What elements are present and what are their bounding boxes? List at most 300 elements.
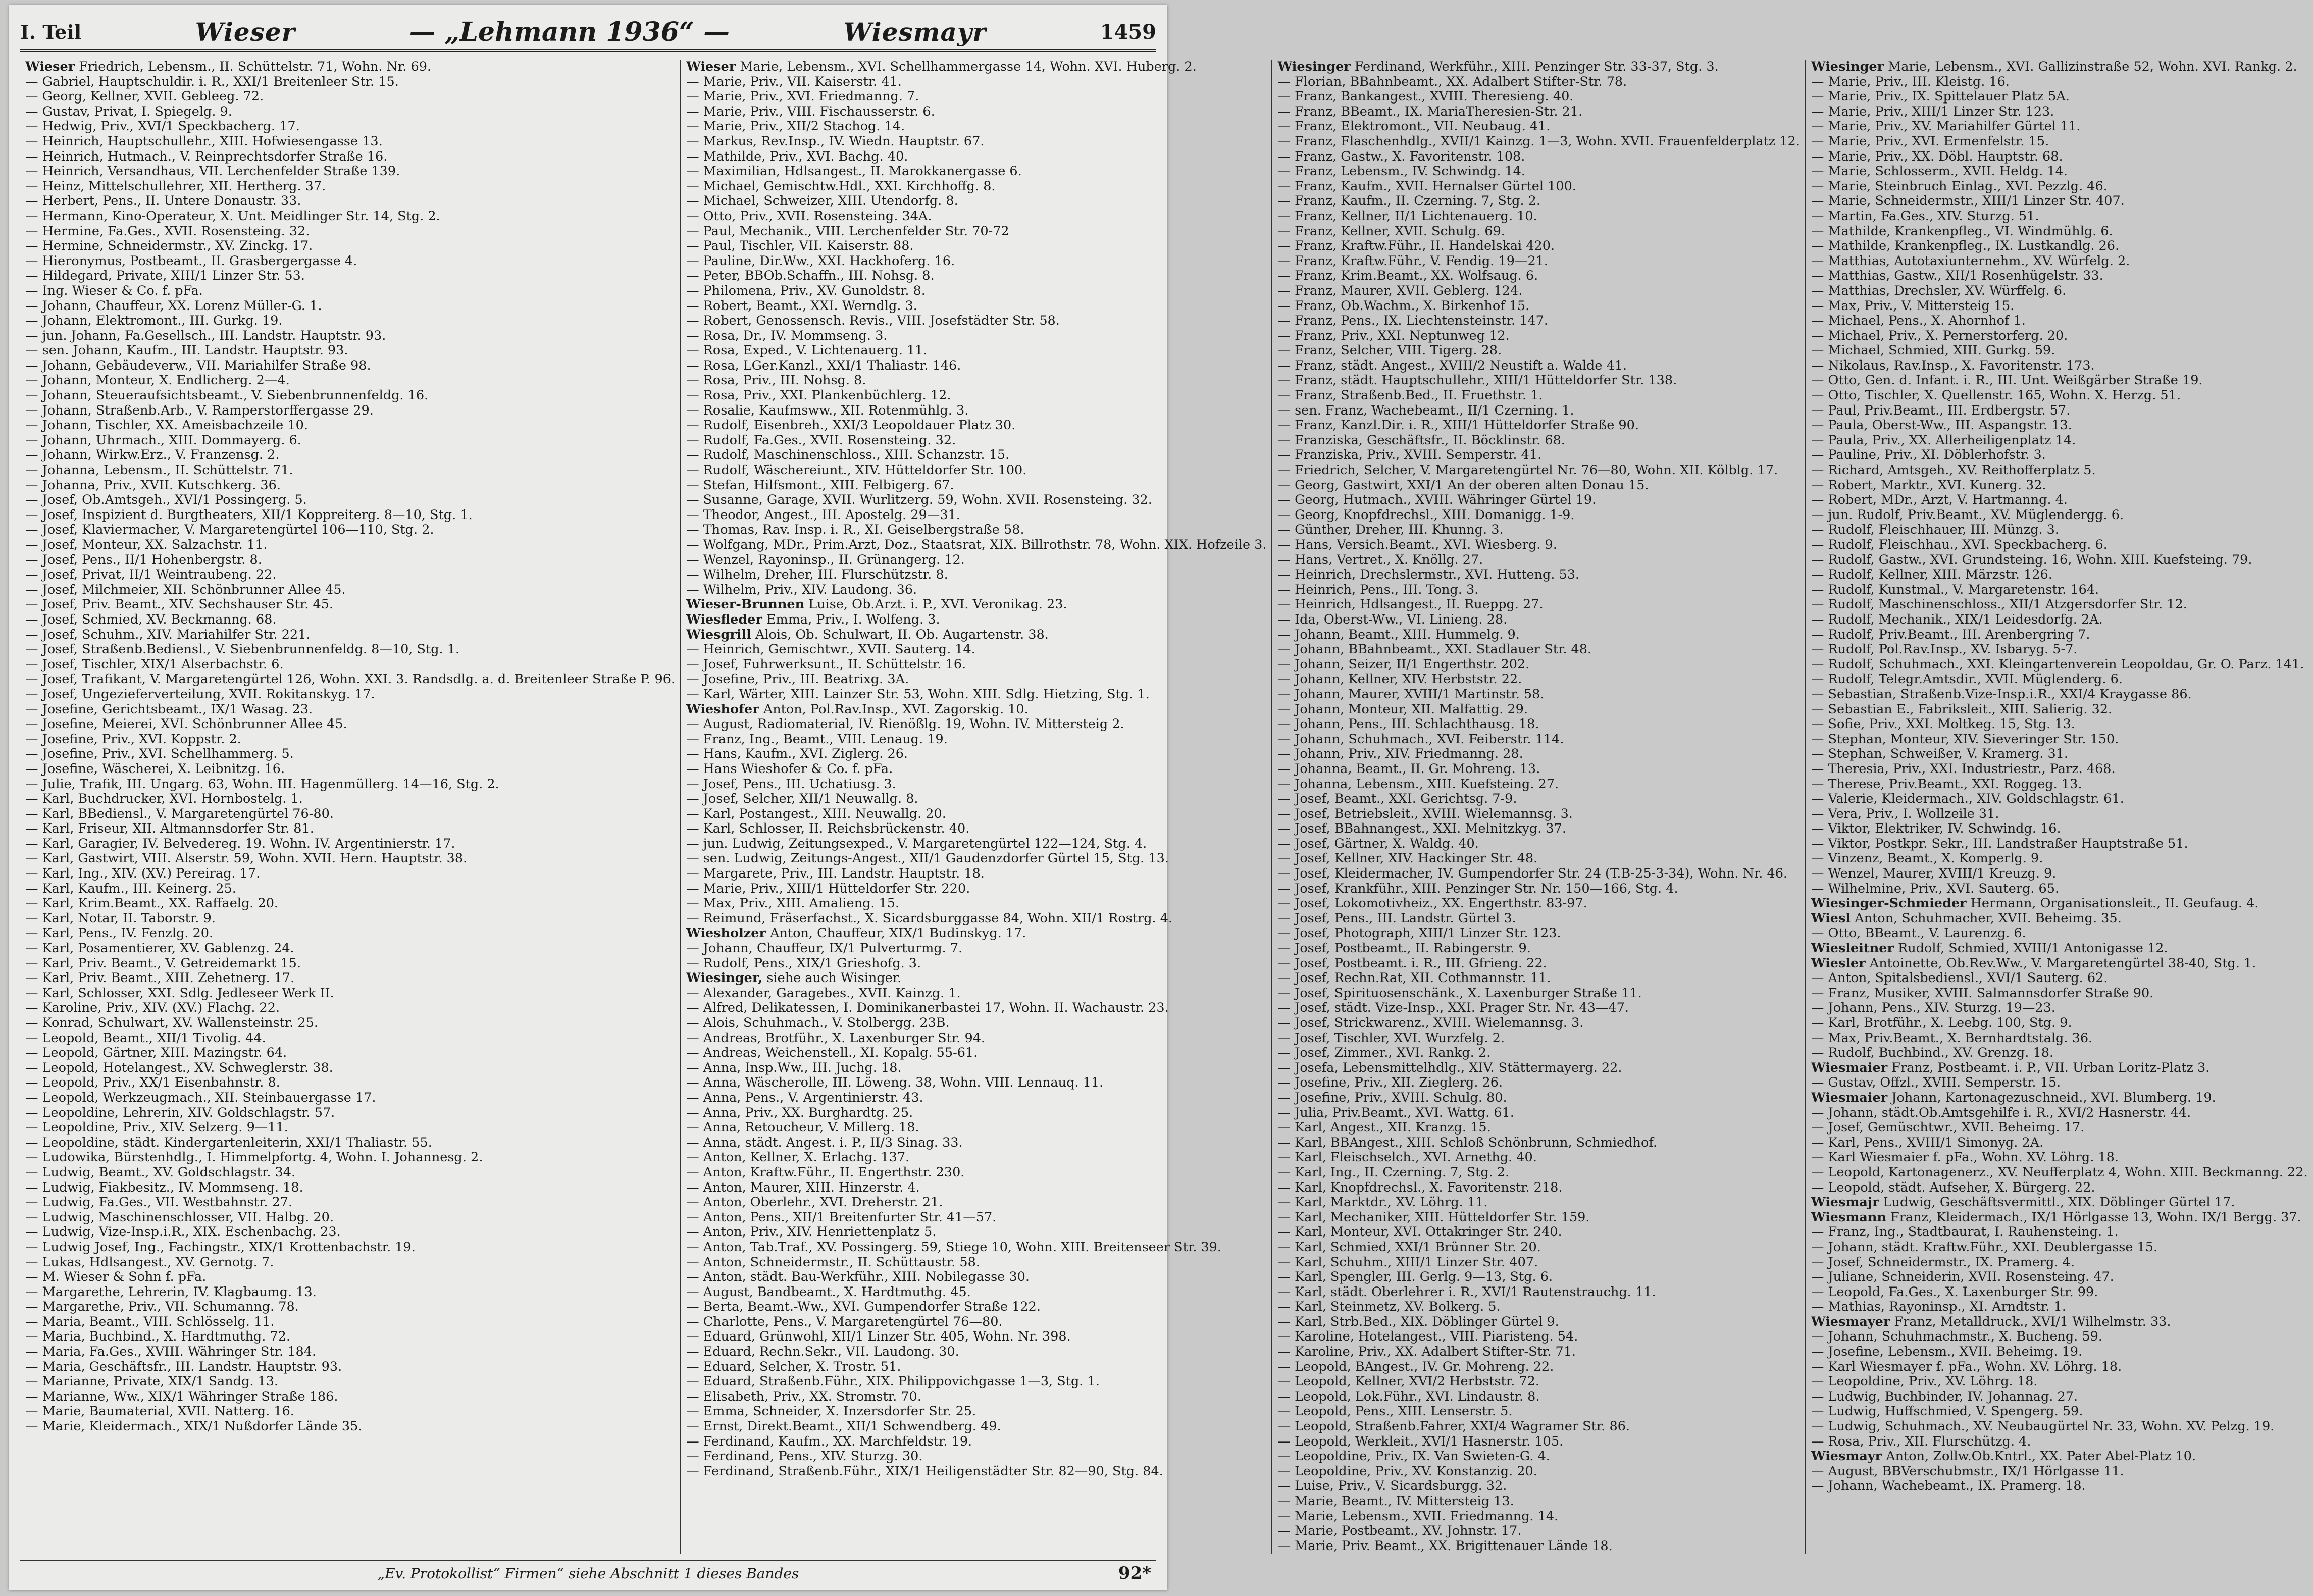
directory-entry: — Karl, Schlosser, II. Reichsbrückenstr. 40.: [686, 821, 970, 837]
directory-entry: — Rudolf, Telegr.Amtsdir., XVII. Müglenderg. 6.: [1811, 672, 2123, 687]
directory-entry: — Josef, Gärtner, X. Waldg. 40.: [1277, 836, 1479, 851]
directory-entry: — Franz, Kellner, XVII. Schulg. 69.: [1277, 223, 1505, 239]
directory-entry: — Karl, Wärter, XIII. Lainzer Str. 53, Wohn. XIII. Sdlg. Hietzing, Stg. 1.: [686, 686, 1150, 702]
last-entry-keyword: Wiesmayr: [843, 17, 987, 47]
directory-entry: — Mathilde, Krankenpfleg., IX. Lustkandlg. 26.: [1811, 238, 2120, 254]
directory-entry: — Franz, BBeamt., IX. MariaTheresien-Str. 21.: [1277, 104, 1583, 119]
directory-entry: — Karl, Strb.Bed., XIX. Döblinger Gürtel 9.: [1277, 1314, 1559, 1329]
directory-entry: — Rudolf, Buchbind., XV. Grenzg. 18.: [1811, 1045, 2054, 1061]
directory-entry: — Marie, Postbeamt., XV. Johnstr. 17.: [1277, 1523, 1522, 1539]
directory-entry: — Margarete, Priv., III. Landstr. Hauptstr. 18.: [686, 866, 985, 882]
directory-entry: — Richard, Amtsgeh., XV. Reithofferplatz 5.: [1811, 462, 2096, 478]
directory-entry: — Ludwig, Vize-Insp.i.R., XIX. Eschenbachg. 23.: [25, 1224, 341, 1240]
directory-entry: — Franz, Kaufm., II. Czerning. 7, Stg. 2.: [1277, 193, 1540, 209]
publication-title: — „Lehmann 1936“ —: [409, 16, 730, 47]
directory-entry: — Rudolf, Pens., XIX/1 Grieshofg. 3.: [686, 955, 921, 971]
directory-entry: — Maria, Fa.Ges., XVIII. Währinger Str. 184.: [25, 1344, 317, 1360]
directory-entry: — Franz, Lebensm., IV. Schwindg. 14.: [1277, 164, 1525, 179]
directory-entry: — Karl, Pens., IV. Fenzlg. 20.: [25, 925, 214, 941]
directory-entry: — Marie, Steinbruch Einlag., XVI. Pezzlg. 46.: [1811, 178, 2108, 194]
directory-entry: — Michael, Schweizer, XIII. Utendorfg. 8.: [686, 193, 958, 209]
directory-entry: — Karl, Postangest., XIII. Neuwallg. 20.: [686, 806, 946, 821]
directory-entry: — Franz, Kraftw.Führ., V. Fendig. 19—21.: [1277, 253, 1549, 269]
directory-entry: — Marianne, Ww., XIX/1 Währinger Straße 186.: [25, 1388, 338, 1404]
directory-entry: — sen. Ludwig, Zeitungs-Angest., XII/1 Gaudenzdorfer Gürtel 15, Stg. 13.: [686, 851, 1169, 866]
directory-entry: — Hans, Versich.Beamt., XVI. Wiesberg. 9.: [1277, 537, 1557, 552]
directory-entry: — jun. Rudolf, Priv.Beamt., XV. Müglendergg. 6.: [1811, 507, 2124, 523]
directory-entry: — Johann, Schuhmachmstr., X. Bucheng. 59.: [1811, 1329, 2102, 1345]
directory-entry: — Franz, Selcher, VIII. Tigerg. 28.: [1277, 343, 1502, 358]
directory-entry: — Marie, Beamt., IV. Mittersteig 13.: [1277, 1494, 1514, 1509]
directory-entry: Wiesl Anton, Schuhmacher, XVII. Beheimg. 35.: [1811, 910, 2122, 926]
directory-entry: — Josefa, Lebensmittelhdlg., XIV. Stättermayerg. 22.: [1277, 1060, 1622, 1075]
directory-entry: — Rudolf, Kunstmal., V. Margaretenstr. 164.: [1811, 582, 2099, 597]
directory-entry: — Matthias, Gastw., XII/1 Rosenhügelstr. 33.: [1811, 268, 2103, 284]
directory-entry: — Marie, Priv., VIII. Fischausserstr. 6.: [686, 104, 935, 119]
directory-entry: — Heinrich, Gemischtwr., XVII. Sauterg. 14.: [686, 642, 975, 657]
directory-entry: — Otto, Tischler, X. Quellenstr. 165, Wohn. X. Herzg. 51.: [1811, 388, 2181, 403]
directory-entry: — Rosa, Priv., III. Nohsg. 8.: [686, 373, 866, 388]
directory-entry: — Anton, städt. Bau-Werkführ., XIII. Nobilegasse 30.: [686, 1269, 1030, 1285]
directory-entry: — Josef, Pens., III. Uchatiusg. 3.: [686, 776, 896, 792]
directory-entry: — Johann, städt.Ob.Amtsgehilfe i. R., XVI/2 Hasnerstr. 44.: [1811, 1105, 2191, 1120]
directory-entry: — Johann, Chauffeur, XX. Lorenz Müller-G. 1.: [25, 298, 322, 314]
directory-entry: — Karl, Priv. Beamt., V. Getreidemarkt 15.: [25, 955, 301, 971]
directory-entry: Wiesmayer Franz, Metalldruck., XVI/1 Wilhelmstr. 33.: [1811, 1314, 2171, 1329]
directory-entry: — Ludwig, Huffschmied, V. Spengerg. 59.: [1811, 1404, 2083, 1419]
directory-entry: — Johann, Steueraufsichtsbeamt., V. Siebenbrunnenfeldg. 16.: [25, 388, 429, 403]
directory-entry: — Marie, Lebensm., XVII. Friedmanng. 14.: [1277, 1508, 1559, 1524]
directory-entry: — Josefine, Priv., XVI. Schellhammerg. 5.: [25, 746, 294, 762]
directory-entry: — Leopoldine, städt. Kindergartenleiterin, XXI/1 Thaliastr. 55.: [25, 1135, 432, 1150]
directory-entry: — Matthias, Autotaxiunternehm., XV. Würfelg. 2.: [1811, 253, 2130, 269]
directory-entry: — Johann, Wirkw.Erz., V. Franzensg. 2.: [25, 447, 280, 463]
directory-entry: — Franz, Elektromont., VII. Neubaug. 41.: [1277, 119, 1551, 134]
directory-entry: — Johann, Seizer, II/1 Engerthstr. 202.: [1277, 656, 1530, 672]
directory-entry: — Josef, Krankführ., XIII. Penzinger Str. Nr. 150—166, Stg. 4.: [1277, 881, 1678, 896]
directory-entry: — Leopoldine, Priv., IX. Van Swieten-G. 4.: [1277, 1449, 1550, 1464]
directory-entry: — Elisabeth, Priv., XX. Stromstr. 70.: [686, 1388, 921, 1404]
directory-entry: — Johann, Schuhmach., XVI. Feiberstr. 114.: [1277, 731, 1564, 747]
directory-entry: — Michael, Gemischtw.Hdl., XXI. Kirchhoffg. 8.: [686, 178, 996, 194]
directory-entry: — Franz, Ob.Wachm., X. Birkenhof 15.: [1277, 298, 1530, 314]
directory-entry: — Leopold, Hotelangest., XV. Schweglerstr. 38.: [25, 1060, 333, 1075]
directory-entry: — Josef, Schneidermstr., IX. Pramerg. 4.: [1811, 1254, 2075, 1270]
directory-entry: — Margarethe, Lehrerin, IV. Klagbaumg. 13.: [25, 1284, 317, 1300]
directory-entry: — Ferdinand, Kaufm., XX. Marchfeldstr. 19.: [686, 1433, 972, 1449]
directory-entry: Wiesmann Franz, Kleidermach., IX/1 Hörlgasse 13, Wohn. IX/1 Bergg. 37.: [1811, 1209, 2301, 1225]
directory-entry: — Rosa, Priv., XII. Flurschützg. 4.: [1811, 1433, 2031, 1449]
directory-entry: — Friedrich, Selcher, V. Margaretengürtel Nr. 76—80, Wohn. XII. Kölblg. 17.: [1277, 462, 1778, 478]
directory-entry: — Leopold, Priv., XX/1 Eisenbahnstr. 8.: [25, 1075, 280, 1091]
directory-entry: — Wilhelm, Dreher, III. Flurschützstr. 8.: [686, 567, 948, 583]
directory-entry: — Wolfgang, MDr., Prim.Arzt, Doz., Staatsrat, XIX. Billrothstr. 78, Wohn. XIX. Hofzeile 3.: [686, 537, 1267, 552]
directory-entry: — Johanna, Lebensm., II. Schüttelstr. 71.: [25, 462, 293, 478]
directory-entry: — Rosa, Dr., IV. Mommseng. 3.: [686, 328, 888, 343]
directory-entry: — Margarethe, Priv., VII. Schumanng. 78.: [25, 1299, 299, 1315]
directory-entry: — Rudolf, Pol.Rav.Insp., XV. Isbaryg. 5-7.: [1811, 642, 2078, 657]
first-entry-keyword: Wieser: [195, 17, 295, 47]
directory-entry: — Alexander, Garagebes., XVII. Kainzg. 1.: [686, 985, 961, 1001]
directory-entry: — Max, Priv.Beamt., X. Bernhardtstalg. 36.: [1811, 1030, 2093, 1046]
directory-entry: — Mathias, Rayoninsp., XI. Arndtstr. 1.: [1811, 1299, 2066, 1315]
directory-entry: — Leopold, Beamt., XII/1 Tivolig. 44.: [25, 1030, 266, 1046]
directory-entry: — Florian, BBahnbeamt., XX. Adalbert Stifter-Str. 78.: [1277, 74, 1627, 89]
directory-entry: — Johann, Priv., XIV. Friedmanng. 28.: [1277, 746, 1523, 762]
directory-entry: — Marie, Priv., IX. Spittelauer Platz 5A.: [1811, 89, 2070, 105]
directory-entry: — August, BBVerschubmstr., IX/1 Hörlgasse 11.: [1811, 1463, 2124, 1479]
directory-entry: — Leopold, Pens., XIII. Lenserstr. 5.: [1277, 1404, 1513, 1419]
directory-entry: — Rudolf, Gastw., XVI. Grundsteing. 16, Wohn. XIII. Kuefsteing. 79.: [1811, 552, 2252, 568]
directory-entry: Wieser Friedrich, Lebensm., II. Schüttelstr. 71, Wohn. Nr. 69.: [25, 59, 432, 74]
directory-entry: — Anton, Priv., XIV. Henriettenplatz 5.: [686, 1224, 937, 1240]
directory-entry: — Johanna, Beamt., II. Gr. Mohreng. 13.: [1277, 761, 1540, 777]
directory-entry: Wieshofer Anton, Pol.Rav.Insp., XVI. Zagorskig. 10.: [686, 701, 1029, 717]
directory-entry: — Karl, Priv. Beamt., XIII. Zehetnerg. 17.: [25, 970, 295, 986]
directory-entry: — Rosa, LGer.Kanzl., XXI/1 Thaliastr. 146.: [686, 357, 961, 373]
directory-entry: — Josef, Priv. Beamt., XIV. Sechshauser Str. 45.: [25, 597, 334, 612]
directory-entry: — August, Bandbeamt., X. Hardtmuthg. 45.: [686, 1284, 971, 1300]
directory-entry: Wiesmaier Johann, Kartonagezuschneid., XVI. Blumberg. 19.: [1811, 1090, 2216, 1105]
directory-entry: — Marie, Priv. Beamt., XX. Brigittenauer Lände 18.: [1277, 1538, 1613, 1554]
directory-entry: Wiesleitner Rudolf, Schmied, XVIII/1 Antonigasse 12.: [1811, 941, 2168, 956]
directory-entry: — Hieronymus, Postbeamt., II. Grasbergergasse 4.: [25, 253, 357, 269]
directory-entry: Wiesinger, siehe auch Wisinger.: [686, 970, 902, 986]
directory-entry: — Maximilian, Hdlsangest., II. Marokkanergasse 6.: [686, 164, 1022, 179]
directory-entry: — Marie, Priv., XVI. Ermenfelstr. 15.: [1811, 133, 2049, 149]
directory-entry: — Leopold, BAngest., IV. Gr. Mohreng. 22.: [1277, 1359, 1554, 1374]
directory-entry: — Julia, Priv.Beamt., XVI. Wattg. 61.: [1277, 1105, 1514, 1120]
directory-entry: — Rudolf, Maschinenschloss., XIII. Schanzstr. 15.: [686, 447, 1010, 463]
directory-entry: — Josef, städt. Vize-Insp., XXI. Prager Str. Nr. 43—47.: [1277, 1000, 1629, 1016]
directory-entry: — Johann, städt. Kraftw.Führ., XXI. Deublergasse 15.: [1811, 1239, 2158, 1255]
directory-entry: — Hermann, Kino-Operateur, X. Unt. Meidlinger Str. 14, Stg. 2.: [25, 208, 440, 224]
directory-entry: — Karl, Ing., II. Czerning. 7, Stg. 2.: [1277, 1164, 1510, 1180]
directory-entry: — Josefine, Gerichtsbeamt., IX/1 Wasag. 23.: [25, 701, 313, 717]
directory-entry: — Stephan, Schweißer, V. Kramerg. 31.: [1811, 746, 2069, 762]
directory-entry: — Rudolf, Wäschereiunt., XIV. Hütteldorfer Str. 100.: [686, 462, 1027, 478]
directory-entry: — sen. Johann, Kaufm., III. Landstr. Hauptstr. 93.: [25, 343, 348, 358]
directory-entry: — Josef, Gemüschtwr., XVII. Beheimg. 17.: [1811, 1120, 2085, 1136]
directory-entry: — Paul, Tischler, VII. Kaiserstr. 88.: [686, 238, 914, 254]
page-header: [20, 14, 1156, 52]
directory-entry: — Otto, BBeamt., V. Laurenzg. 6.: [1811, 925, 2026, 941]
directory-entry: — Ludowika, Bürstenhdlg., I. Himmelpfortg. 4, Wohn. I. Johannesg. 2.: [25, 1150, 483, 1165]
directory-entry: — Josef, Lokomotivheiz., XX. Engerthstr. 83-97.: [1277, 896, 1587, 911]
directory-entry: — jun. Ludwig, Zeitungsexped., V. Margaretengürtel 122—124, Stg. 4.: [686, 836, 1147, 851]
directory-entry: — Emma, Schneider, X. Inzersdorfer Str. 25.: [686, 1404, 976, 1419]
directory-entry: — Martin, Fa.Ges., XIV. Sturzg. 51.: [1811, 208, 2039, 224]
directory-entry: — Berta, Beamt.-Ww., XVI. Gumpendorfer Straße 122.: [686, 1299, 1041, 1315]
directory-entry: — Hedwig, Priv., XVI/1 Speckbacherg. 17.: [25, 119, 300, 134]
directory-entry: — Rudolf, Priv.Beamt., III. Arenbergring 7.: [1811, 627, 2090, 642]
directory-entry: — Anton, Kraftw.Führ., II. Engerthstr. 230.: [686, 1164, 965, 1180]
directory-entry: — Andreas, Brotführ., X. Laxenburger Str. 94.: [686, 1030, 986, 1046]
directory-entry: — Marie, Priv., XVI. Friedmanng. 7.: [686, 89, 919, 105]
directory-entry: — Leopold, Werkzeugmach., XII. Steinbauergasse 17.: [25, 1090, 376, 1105]
directory-entry: — Robert, Genossensch. Revis., VIII. Josefstädter Str. 58.: [686, 313, 1060, 329]
directory-entry: Wieser Marie, Lebensm., XVI. Schellhammergasse 14, Wohn. XVI. Huberg. 2.: [686, 59, 1197, 74]
directory-entry: — M. Wieser & Sohn f. pFa.: [25, 1269, 207, 1285]
directory-entry: — Ludwig, Beamt., XV. Goldschlagstr. 34.: [25, 1164, 296, 1180]
directory-entry: — Anna, Wäscherolle, III. Löweng. 38, Wohn. VIII. Lennauq. 11.: [686, 1075, 1104, 1091]
directory-entry: — Heinrich, Drechslermstr., XVI. Hutteng. 53.: [1277, 567, 1580, 583]
directory-entry: — Karl, Knopfdrechsl., X. Favoritenstr. 218.: [1277, 1179, 1563, 1195]
directory-entry: — Franz, Ing., Beamt., VIII. Lenaug. 19.: [686, 731, 948, 747]
directory-entry: — Vera, Priv., I. Wollzeile 31.: [1811, 806, 1999, 821]
directory-entry: — Eduard, Selcher, X. Trostr. 51.: [686, 1359, 901, 1374]
directory-entry: — Anna, Insp.Ww., III. Juchg. 18.: [686, 1060, 902, 1075]
directory-entry: — Philomena, Priv., XV. Gunoldstr. 8.: [686, 283, 926, 298]
directory-entry: — Karoline, Priv., XIV. (XV.) Flachg. 22.: [25, 1000, 280, 1016]
directory-entry: — Josef, Postbeamt. i. R., III. Gfrieng. 22.: [1277, 955, 1547, 971]
directory-entry: — Rudolf, Schuhmach., XXI. Kleingartenverein Leopoldau, Gr. O. Parz. 141.: [1811, 656, 2304, 672]
directory-entry: — Rudolf, Kellner, XIII. Märzstr. 126.: [1811, 567, 2052, 583]
directory-entry: — Franziska, Geschäftsfr., II. Böcklinstr. 68.: [1277, 432, 1565, 448]
directory-entry: — Otto, Priv., XVII. Rosensteing. 34A.: [686, 208, 932, 224]
directory-entry: — Herbert, Pens., II. Untere Donaustr. 33.: [25, 193, 301, 209]
directory-entry: — Stefan, Hilfsmont., XIII. Felbigerg. 67.: [686, 477, 954, 493]
directory-entry: Wiesler Antoinette, Ob.Rev.Ww., V. Margaretengürtel 38-40, Stg. 1.: [1811, 955, 2256, 971]
directory-entry: — Michael, Schmied, XIII. Gurkg. 59.: [1811, 343, 2055, 358]
column-3: [1272, 60, 1806, 1554]
directory-entry: — Johann, Straßenb.Arb., V. Ramperstorffergasse 29.: [25, 402, 374, 418]
directory-entry: — Anton, Schneidermstr., II. Schüttaustr. 58.: [686, 1254, 980, 1270]
directory-entry: Wiesmayr Anton, Zollw.Ob.Kntrl., XX. Pater Abel-Platz 10.: [1811, 1449, 2196, 1464]
directory-entry: — Leopold, Gärtner, XIII. Mazingstr. 64.: [25, 1045, 287, 1061]
directory-entry: — Josef, Rechn.Rat, XII. Cothmannstr. 11.: [1277, 970, 1551, 986]
directory-entry: — Hermine, Fa.Ges., XVII. Rosensteing. 32.: [25, 223, 310, 239]
directory-entry: — Maria, Geschäftsfr., III. Landstr. Hauptstr. 93.: [25, 1359, 342, 1374]
directory-entry: — Marie, Baumaterial, XVII. Natterg. 16.: [25, 1404, 294, 1419]
directory-entry: Wiesmajr Ludwig, Geschäftsvermittl., XIX. Döblinger Gürtel 17.: [1811, 1195, 2235, 1210]
directory-entry: — Josef, Zimmer., XVI. Rankg. 2.: [1277, 1045, 1491, 1061]
directory-entry: — Hans Wieshofer & Co. f. pFa.: [686, 761, 893, 777]
directory-entry: — Heinrich, Hdlsangest., II. Rueppg. 27.: [1277, 597, 1544, 612]
directory-entry: — Josef, Monteur, XX. Salzachstr. 11.: [25, 537, 268, 552]
directory-entry: — Michael, Pens., X. Ahornhof 1.: [1811, 313, 2026, 329]
directory-entry: — Marie, Priv., XIII/1 Hütteldorfer Str. 220.: [686, 881, 970, 896]
directory-entry: — Gustav, Offzl., XVIII. Semperstr. 15.: [1811, 1075, 2061, 1091]
directory-entry: — Anna, städt. Angest. i. P., II/3 Sinag. 33.: [686, 1135, 963, 1150]
directory-entry: — Karl, Fleischselch., XVI. Arnethg. 40.: [1277, 1150, 1537, 1165]
directory-entry: — Josef, Tischler, XVI. Wurzfelg. 2.: [1277, 1030, 1505, 1046]
directory-entry: — Julie, Trafik, III. Ungarg. 63, Wohn. III. Hagenmüllerg. 14—16, Stg. 2.: [25, 776, 499, 792]
directory-entry: — Johann, Tischler, XX. Ameisbachzeile 10.: [25, 418, 308, 433]
directory-entry: — Franz, städt. Hauptschullehr., XIII/1 Hütteldorfer Str. 138.: [1277, 373, 1677, 388]
directory-entry: — Johanna, Lebensm., XIII. Kuefsteing. 27.: [1277, 776, 1559, 792]
directory-entry: Wiesinger Ferdinand, Werkführ., XIII. Penzinger Str. 33-37, Stg. 3.: [1277, 59, 1719, 74]
directory-entry: — Karl, Steinmetz, XV. Bolkerg. 5.: [1277, 1299, 1501, 1315]
directory-entry: — Viktor, Postkpr. Sekr., III. Landstraßer Hauptstraße 51.: [1811, 836, 2188, 851]
directory-entry: — Johann, Pens., XIV. Sturzg. 19—23.: [1811, 1000, 2055, 1016]
directory-entry: — Josef, Strickwarenz., XVIII. Wielemannsg. 3.: [1277, 1015, 1584, 1031]
directory-entry: — Susanne, Garage, XVII. Wurlitzerg. 59, Wohn. XVII. Rosensteing. 32.: [686, 492, 1152, 508]
footer-note: „Ev. Protokollist“ Firmen“ siehe Abschnitt 1 dieses Bandes: [377, 1565, 799, 1582]
directory-entry: — Leopold, Kellner, XVI/2 Herbststr. 72.: [1277, 1374, 1539, 1389]
directory-entry: — Josef, Trafikant, V. Margaretengürtel 126, Wohn. XXI. 3. Randsdlg. a. d. Breitenleer Straße P. 96.: [25, 672, 676, 687]
directory-entry: — Anton, Spitalsbediensl., XVI/1 Sauterg. 62.: [1811, 970, 2108, 986]
directory-page: [9, 5, 2308, 1590]
directory-entry: — Max, Priv., V. Mittersteig 15.: [1811, 298, 2015, 314]
directory-entry: — Karl, Gastwirt, VIII. Alserstr. 59, Wohn. XVII. Hern. Hauptstr. 38.: [25, 851, 468, 866]
directory-entry: — Konrad, Schulwart, XV. Wallensteinstr. 25.: [25, 1015, 318, 1031]
directory-entry: — Paul, Priv.Beamt., III. Erdbergstr. 57.: [1811, 402, 2071, 418]
directory-entry: — Karl, Pens., XVIII/1 Simonyg. 2A.: [1811, 1135, 2044, 1150]
directory-entry: — Heinrich, Hauptschullehr., XIII. Hofwiesengasse 13.: [25, 133, 383, 149]
directory-entry: — Josef, Inspizient d. Burgtheaters, XII/1 Koppreiterg. 8—10, Stg. 1.: [25, 507, 473, 523]
directory-entry: — Josefine, Wäscherei, X. Leibnitzg. 16.: [25, 761, 285, 777]
directory-entry: — Franz, städt. Angest., XVIII/2 Neustift a. Walde 41.: [1277, 357, 1627, 373]
directory-entry: Wiesinger-Schmieder Hermann, Organisationsleit., II. Geufaug. 4.: [1811, 896, 2259, 911]
directory-entry: — Stephan, Monteur, XIV. Sieveringer Str. 150.: [1811, 731, 2119, 747]
directory-entry: — Hermine, Schneidermstr., XV. Zinckg. 17.: [25, 238, 313, 254]
directory-entry: — Peter, BBOb.Schaffn., III. Nohsg. 8.: [686, 268, 935, 284]
directory-entry: — Karl, Posamentierer, XV. Gablenzg. 24.: [25, 941, 294, 956]
directory-entry: — Johann, Monteur, XII. Malfattig. 29.: [1277, 701, 1528, 717]
directory-entry: — Rudolf, Fleischhau., XVI. Speckbacherg. 6.: [1811, 537, 2108, 552]
directory-entry: — Georg, Knopfdrechsl., XIII. Domanigg. 1-9.: [1277, 507, 1575, 523]
directory-entry: — Sofie, Priv., XXI. Moltkeg. 15, Stg. 13.: [1811, 716, 2075, 732]
directory-entry: — Franz, Gastw., X. Favoritenstr. 108.: [1277, 148, 1525, 164]
directory-entry: — Franz, Kraftw.Führ., II. Handelskai 420.: [1277, 238, 1555, 254]
directory-entry: — Karl Wiesmaier f. pFa., Wohn. XV. Löhrg. 18.: [1811, 1150, 2119, 1165]
directory-entry: — Franz, Ing., Stadtbaurat, I. Rauhensteing. 1.: [1811, 1224, 2119, 1240]
directory-entry: — Marie, Schlosserm., XVII. Heldg. 14.: [1811, 164, 2068, 179]
directory-entry: — Josef, Schuhm., XIV. Mariahilfer Str. 221.: [25, 627, 311, 642]
directory-entry: — Marie, Kleidermach., XIX/1 Nußdorfer Lände 35.: [25, 1419, 363, 1434]
directory-entry: — Johann, Wachebeamt., IX. Pramerg. 18.: [1811, 1478, 2086, 1494]
directory-entry: — Wenzel, Rayoninsp., II. Grünangerg. 12.: [686, 552, 965, 568]
directory-entry: — Franz, Straßenb.Bed., II. Fruethstr. 1.: [1277, 388, 1543, 403]
directory-entry: — Karl, Kaufm., III. Keinerg. 25.: [25, 881, 236, 896]
directory-entry: — sen. Franz, Wachebeamt., II/1 Czerning. 1.: [1277, 402, 1574, 418]
directory-entry: — Johann, Uhrmach., XIII. Dommayerg. 6.: [25, 432, 301, 448]
directory-entry: — Ferdinand, Pens., XIV. Sturzg. 30.: [686, 1449, 923, 1464]
directory-entry: — Rosa, Priv., XXI. Plankenbüchlerg. 12.: [686, 388, 951, 403]
directory-entry: — Karl, Mechaniker, XIII. Hütteldorfer Str. 159.: [1277, 1209, 1590, 1225]
directory-entry: — Karl, BBAngest., XIII. Schloß Schönbrunn, Schmiedhof.: [1277, 1135, 1657, 1150]
directory-entry: — Josef, Pens., III. Landstr. Gürtel 3.: [1277, 910, 1516, 926]
directory-entry: — Josef, Photograph, XIII/1 Linzer Str. 123.: [1277, 925, 1561, 941]
directory-entry: — Karl, BBediensl., V. Margaretengürtel 76-80.: [25, 806, 334, 821]
directory-entry: — Robert, MDr., Arzt, V. Hartmanng. 4.: [1811, 492, 2068, 508]
directory-entry: — Mathilde, Krankenpfleg., VI. Windmühlg. 6.: [1811, 223, 2113, 239]
directory-entry: — Karl, Ing., XIV. (XV.) Pereirag. 17.: [25, 866, 261, 882]
column-2: [681, 60, 1272, 1554]
directory-entry: — Maria, Beamt., VIII. Schlösselg. 11.: [25, 1314, 275, 1329]
directory-entry: — Eduard, Rechn.Sekr., VII. Laudong. 30.: [686, 1344, 959, 1360]
directory-entry: — Karl, Spengler, III. Gerlg. 9—13, Stg. 6.: [1277, 1269, 1553, 1285]
directory-entry: — Hans, Kaufm., XVI. Ziglerg. 26.: [686, 746, 908, 762]
directory-entry: — Ernst, Direkt.Beamt., XII/1 Schwendberg. 49.: [686, 1419, 1001, 1434]
directory-entry: — Rudolf, Fa.Ges., XVII. Rosensteing. 32.: [686, 432, 956, 448]
directory-entry: — Sebastian, Straßenb.Vize-Insp.i.R., XXI/4 Kraygasse 86.: [1811, 686, 2192, 702]
directory-entry: — Josef, Pens., II/1 Hohenbergstr. 8.: [25, 552, 262, 568]
directory-entry: — Rudolf, Fleischhauer, III. Münzg. 3.: [1811, 522, 2060, 538]
directory-entry: — Karl, Friseur, XII. Altmannsdorfer Str. 81.: [25, 821, 314, 837]
directory-entry: — Karl, Notar, II. Taborstr. 9.: [25, 910, 216, 926]
directory-entry: — Leopoldine, Priv., XV. Konstanzig. 20.: [1277, 1463, 1537, 1479]
directory-entry: — Leopoldine, Priv., XIV. Selzerg. 9—11.: [25, 1120, 288, 1136]
directory-entry: — Josefine, Meierei, XVI. Schönbrunner Allee 45.: [25, 716, 347, 732]
directory-entry: — Franz, Musiker, XVIII. Salmannsdorfer Straße 90.: [1811, 985, 2154, 1001]
directory-entry: Wiesfleder Emma, Priv., I. Wolfeng. 3.: [686, 611, 940, 627]
directory-entry: — Pauline, Dir.Ww., XXI. Hackhoferg. 16.: [686, 253, 955, 269]
directory-entry: — Vinzenz, Beamt., X. Komperlg. 9.: [1811, 851, 2043, 866]
directory-entry: — Josef, Kellner, XIV. Hackinger Str. 48.: [1277, 851, 1538, 866]
directory-entry: — Michael, Priv., X. Pernerstorferg. 20.: [1811, 328, 2068, 343]
directory-entry: — Matthias, Drechsler, XV. Würffelg. 6.: [1811, 283, 2067, 298]
directory-entry: — jun. Johann, Fa.Gesellsch., III. Landstr. Hauptstr. 93.: [25, 328, 386, 343]
directory-entry: — Eduard, Grünwohl, XII/1 Linzer Str. 405, Wohn. Nr. 398.: [686, 1329, 1071, 1345]
directory-entry: — Therese, Priv.Beamt., XXI. Roggeg. 13.: [1811, 776, 2082, 792]
directory-entry: — Sebastian E., Fabriksleit., XIII. Salierig. 32.: [1811, 701, 2113, 717]
directory-entry: — Josefine, Priv., XII. Zieglerg. 26.: [1277, 1075, 1503, 1091]
directory-entry: — Karl, Krim.Beamt., XX. Raffaelg. 20.: [25, 896, 279, 911]
directory-entry: — Georg, Gastwirt, XXI/1 An der oberen alten Donau 15.: [1277, 477, 1649, 493]
directory-entry: — Heinrich, Hutmach., V. Reinprechtsdorfer Straße 16.: [25, 148, 388, 164]
directory-entry: — Heinrich, Versandhaus, VII. Lerchenfelder Straße 139.: [25, 164, 400, 179]
directory-entry: — Johann, Monteur, X. Endlicherg. 2—4.: [25, 373, 290, 388]
directory-entry: — Karl, Angest., XII. Kranzg. 15.: [1277, 1120, 1491, 1136]
directory-entry: — Josef, BBahnangest., XXI. Melnitzkyg. 37.: [1277, 821, 1566, 837]
sheet-signature: 92*: [1118, 1563, 1151, 1583]
directory-entry: — Max, Priv., XIII. Amalieng. 15.: [686, 896, 900, 911]
directory-entry: — Marie, Priv., III. Kleistg. 16.: [1811, 74, 2010, 89]
directory-entry: — Leopold, Kartonagenerz., XV. Neufferplatz 4, Wohn. XIII. Beckmanng. 22.: [1811, 1164, 2308, 1180]
directory-entry: — Anton, Maurer, XIII. Hinzerstr. 4.: [686, 1179, 920, 1195]
directory-entry: — Franz, Bankangest., XVIII. Theresieng. 40.: [1277, 89, 1574, 105]
directory-entry: — Josef, Straßenb.Bediensl., V. Siebenbrunnenfeldg. 8—10, Stg. 1.: [25, 642, 460, 657]
directory-entry: — Heinz, Mittelschullehrer, XII. Hertherg. 37.: [25, 178, 326, 194]
directory-entry: — Johann, Kellner, XIV. Herbststr. 22.: [1277, 672, 1522, 687]
directory-entry: — Johann, Elektromont., III. Gurkg. 19.: [25, 313, 283, 329]
directory-entry: — Theresia, Priv., XXI. Industriestr., Parz. 468.: [1811, 761, 2116, 777]
directory-entry: — Karl, Garagier, IV. Belvedereg. 19. Wohn. IV. Argentinierstr. 17.: [25, 836, 455, 851]
directory-entry: — Nikolaus, Rav.Insp., X. Favoritenstr. 173.: [1811, 357, 2095, 373]
directory-entry: — Karl, Brotführ., X. Leebg. 100, Stg. 9.: [1811, 1015, 2072, 1031]
directory-entry: — Rosa, Exped., V. Lichtenauerg. 11.: [686, 343, 928, 358]
directory-entry: — Mathilde, Priv., XVI. Bachg. 40.: [686, 148, 908, 164]
directory-entry: — Franz, Priv., XXI. Neptunweg 12.: [1277, 328, 1510, 343]
directory-entry: — Alois, Schuhmach., V. Stolbergg. 23B.: [686, 1015, 950, 1031]
directory-entry: — Hildegard, Private, XIII/1 Linzer Str. 53.: [25, 268, 305, 284]
directory-entry: — Leopold, Werkleit., XVI/1 Hasnerstr. 105.: [1277, 1433, 1564, 1449]
directory-entry: — Josef, Milchmeier, XII. Schönbrunner Allee 45.: [25, 582, 346, 597]
directory-entry: — Karl, Marktdr., XV. Löhrg. 11.: [1277, 1195, 1488, 1210]
directory-entry: — Gustav, Privat, I. Spiegelg. 9.: [25, 104, 232, 119]
directory-entry: — Karl, Monteur, XVI. Ottakringer Str. 240.: [1277, 1224, 1562, 1240]
directory-entry: — Gabriel, Hauptschuldir. i. R., XXI/1 Breitenleer Str. 15.: [25, 74, 399, 89]
directory-entry: — Franz, Kaufm., XVII. Hernalser Gürtel 100.: [1277, 178, 1576, 194]
directory-entry: — Luise, Priv., V. Sicardsburgg. 32.: [1277, 1478, 1507, 1494]
directory-entry: — Josefine, Lebensm., XVII. Beheimg. 19.: [1811, 1344, 2083, 1360]
directory-entry: — August, Radiomaterial, IV. Rienößlg. 19, Wohn. IV. Mittersteig 2.: [686, 716, 1124, 732]
directory-entry: — Markus, Rev.Insp., IV. Wiedn. Hauptstr. 67.: [686, 133, 985, 149]
directory-entry: Wieser-Brunnen Luise, Ob.Arzt. i. P., XVI. Veronikag. 23.: [686, 597, 1067, 612]
directory-entry: Wiesholzer Anton, Chauffeur, XIX/1 Budinskyg. 17.: [686, 925, 1026, 941]
directory-entry: — Anton, Pens., XII/1 Breitenfurter Str. 41—57.: [686, 1209, 997, 1225]
directory-entry: — Paula, Priv., XX. Allerheiligenplatz 14.: [1811, 432, 2076, 448]
directory-entry: — Maria, Buchbind., X. Hardtmuthg. 72.: [25, 1329, 291, 1345]
directory-entry: — Leopold, städt. Aufseher, X. Bürgerg. 22.: [1811, 1179, 2095, 1195]
directory-entry: — Marie, Priv., XII/2 Stachog. 14.: [686, 119, 905, 134]
directory-entry: — Anton, Oberlehr., XVI. Dreherstr. 21.: [686, 1195, 943, 1210]
directory-entry: — Günther, Dreher, III. Khunng. 3.: [1277, 522, 1504, 538]
directory-entry: — Rudolf, Maschinenschloss., XII/1 Atzgersdorfer Str. 12.: [1811, 597, 2187, 612]
directory-entry: — Alfred, Delikatessen, I. Dominikanerbastei 17, Wohn. II. Wachaustr. 23.: [686, 1000, 1169, 1016]
